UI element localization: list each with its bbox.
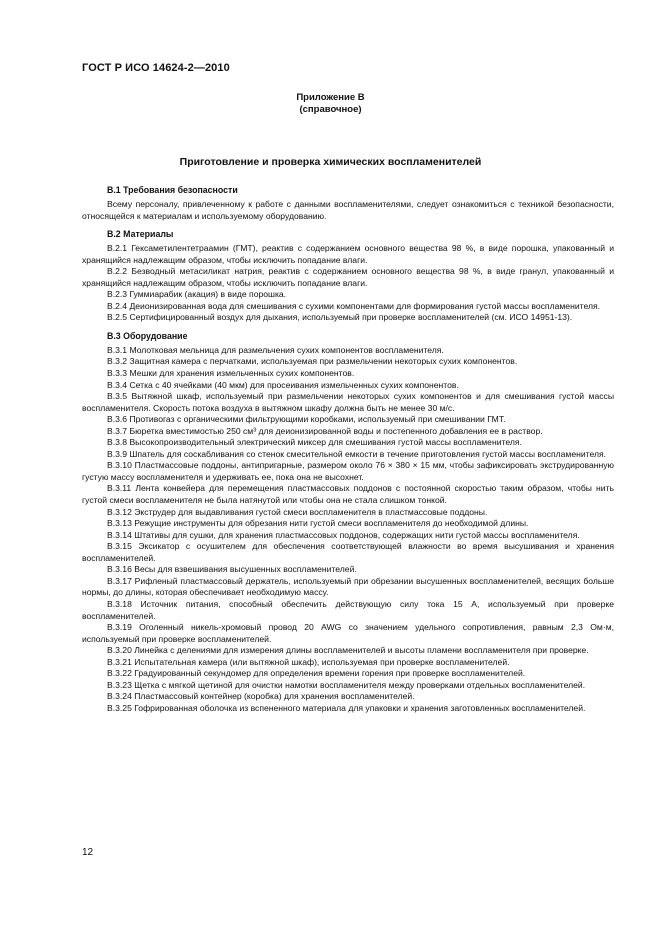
paragraph: В.3.5 Вытяжной шкаф, используемый при размельчении некоторых сухих компонентов и для смешивания густой массы воспламенителя. Скорость потока воздуха в вытяжном шкафу должна быть не менее 30 м/с.	[82, 391, 614, 413]
paragraph: В.3.6 Противогаз с органическими фильтрующими коробками, используемый при смешивании ГМТ.	[107, 414, 506, 425]
main-title: Приготовление и проверка химических воспламенителей	[179, 156, 482, 168]
paragraph: В.3.21 Испытательная камера (или вытяжной шкаф), используемая при проверке воспламенителей.	[107, 656, 510, 667]
paragraph: В.3.19 Оголенный никель-хромовый провод 20 AWG со значением удельного сопротивления, равным 2,3 Ом·м, используемый при проверке воспламенителей.	[82, 622, 614, 644]
paragraph: В.3.17 Рифленый пластмассовый держатель, используемый при обрезании высушенных воспламенителей, весящих больше нормы, до длины, которая обеспечивает необходимую массу.	[82, 575, 614, 598]
paragraph: В.3.10 Пластмассовые поддоны, антипригарные, размером около 76 × 380 × 15 мм, чтобы зафиксировать экструдированную густую массу воспламенителя и удерживать ее, пока она не высохнет.	[82, 460, 614, 482]
paragraph: В.3.1 Молотковая мельница для размельчения сухих компонентов воспламенителя.	[107, 344, 444, 355]
paragraph: В.3.25 Гофрированная оболочка из вспененного материала для упаковки и хранения заготовленных воспламенителей.	[107, 702, 586, 713]
paragraph: Всему персоналу, привлеченному к работе с данными воспламенителями, следует ознакомиться с техникой безопасности, относящейся к материалам и используемому оборудованию.	[82, 199, 614, 221]
paragraph: В.3.24 Пластмассовый контейнер (коробка) для хранения воспламенителей.	[107, 691, 415, 702]
page-number: 12	[82, 847, 94, 858]
document-header: ГОСТ Р ИСО 14624-2—2010	[82, 62, 230, 74]
section-heading: В.2 Материалы	[107, 229, 174, 240]
paragraph: В.3.12 Экструдер для выдавливания густой смеси воспламенителя в пластмассовые поддоны.	[107, 506, 488, 517]
paragraph: В.3.2 Защитная камера с перчатками, используемая при размельчении некоторых сухих компонентов.	[107, 356, 518, 367]
paragraph: В.3.4 Сетка с 40 ячейками (40 мкм) для просеивания измельченных сухих компонентов.	[107, 379, 459, 390]
paragraph: В.2.4 Деионизированная вода для смешивания с сухими компонентами для формирования густой массы воспламенителя.	[107, 300, 601, 311]
paragraph: В.2.1 Гексаметилентетраамин (ГМТ), реактив с содержанием основного вещества 98 %, в виде порошка, упакованный и хранящийся надлежащим образом, чтобы исключить попадание влаги.	[82, 243, 614, 265]
paragraph: В.3.23 Щетка с мягкой щетиной для очистки намотки воспламенителя между проверками отдельных воспламенителей.	[107, 679, 586, 690]
paragraph: В.3.7 Бюретка вместимостью 250 см³ для деионизированной воды и постепенного добавления ее в раствор.	[107, 425, 543, 436]
paragraph: В.3.11 Лента конвейера для перемещения пластмассовых поддонов с постоянной скоростью таким образом, чтобы нить густой смеси воспламенителя не была натянутой или чтобы она не стала слишком тонкой.	[82, 483, 614, 506]
section-heading: В.1 Требования безопасности	[107, 185, 238, 195]
paragraph: В.3.16 Весы для взвешивания высушенных воспламенителей.	[107, 564, 357, 575]
paragraph: В.3.14 Штативы для сушки, для хранения пластмассовых поддонов, содержащих нити густой массы воспламенителя.	[107, 529, 580, 540]
annex-type: (справочное)	[299, 104, 362, 115]
paragraph: В.3.18 Источник питания, способный обеспечить действующую силу тока 15 А, используемый при проверке воспламенителей.	[82, 598, 614, 621]
paragraph: В.2.5 Сертифицированный воздух для дыхания, используемый при проверке воспламенителей (см. ИСО 14951-13).	[107, 312, 573, 323]
paragraph: В.3.8 Высокопроизводительный электрический миксер для смешивания густой массы воспламенителя.	[107, 437, 522, 448]
paragraph: В.3.9 Шпатель для соскабливания со стенок смесительной емкости в течение приготовления густой массы воспламенителя.	[107, 448, 607, 459]
paragraph: В.3.20 Линейка с делениями для измерения длины воспламенителей и высоты пламени воспламенителя при проверке.	[107, 645, 589, 656]
document-body	[82, 182, 614, 714]
paragraph: В.3.3 Мешки для хранения измельченных сухих компонентов.	[107, 368, 355, 379]
section-heading: В.3 Оборудование	[107, 330, 188, 341]
paragraph: В.2.2 Безводный метасиликат натрия, реактив с содержанием основного вещества 98 %, в виде гранул, упакованный и хранящийся надлежащим образом, чтобы исключить попадание влаги.	[82, 266, 614, 288]
paragraph: В.3.15 Эксикатор с осушителем для обеспечения соответствующей влажности во время высушивания и хранения воспламенителей.	[82, 541, 614, 563]
paragraph: В.3.13 Режущие инструменты для обрезания нити густой смеси воспламенителя до необходимой длины.	[107, 518, 529, 529]
annex-title: Приложение В	[296, 92, 365, 103]
paragraph: В.2.3 Гуммиарабик (акация) в виде порошка.	[107, 289, 287, 300]
paragraph: В.3.22 Градуированный секундомер для определения времени горения при проверке воспламенителей.	[107, 668, 526, 679]
